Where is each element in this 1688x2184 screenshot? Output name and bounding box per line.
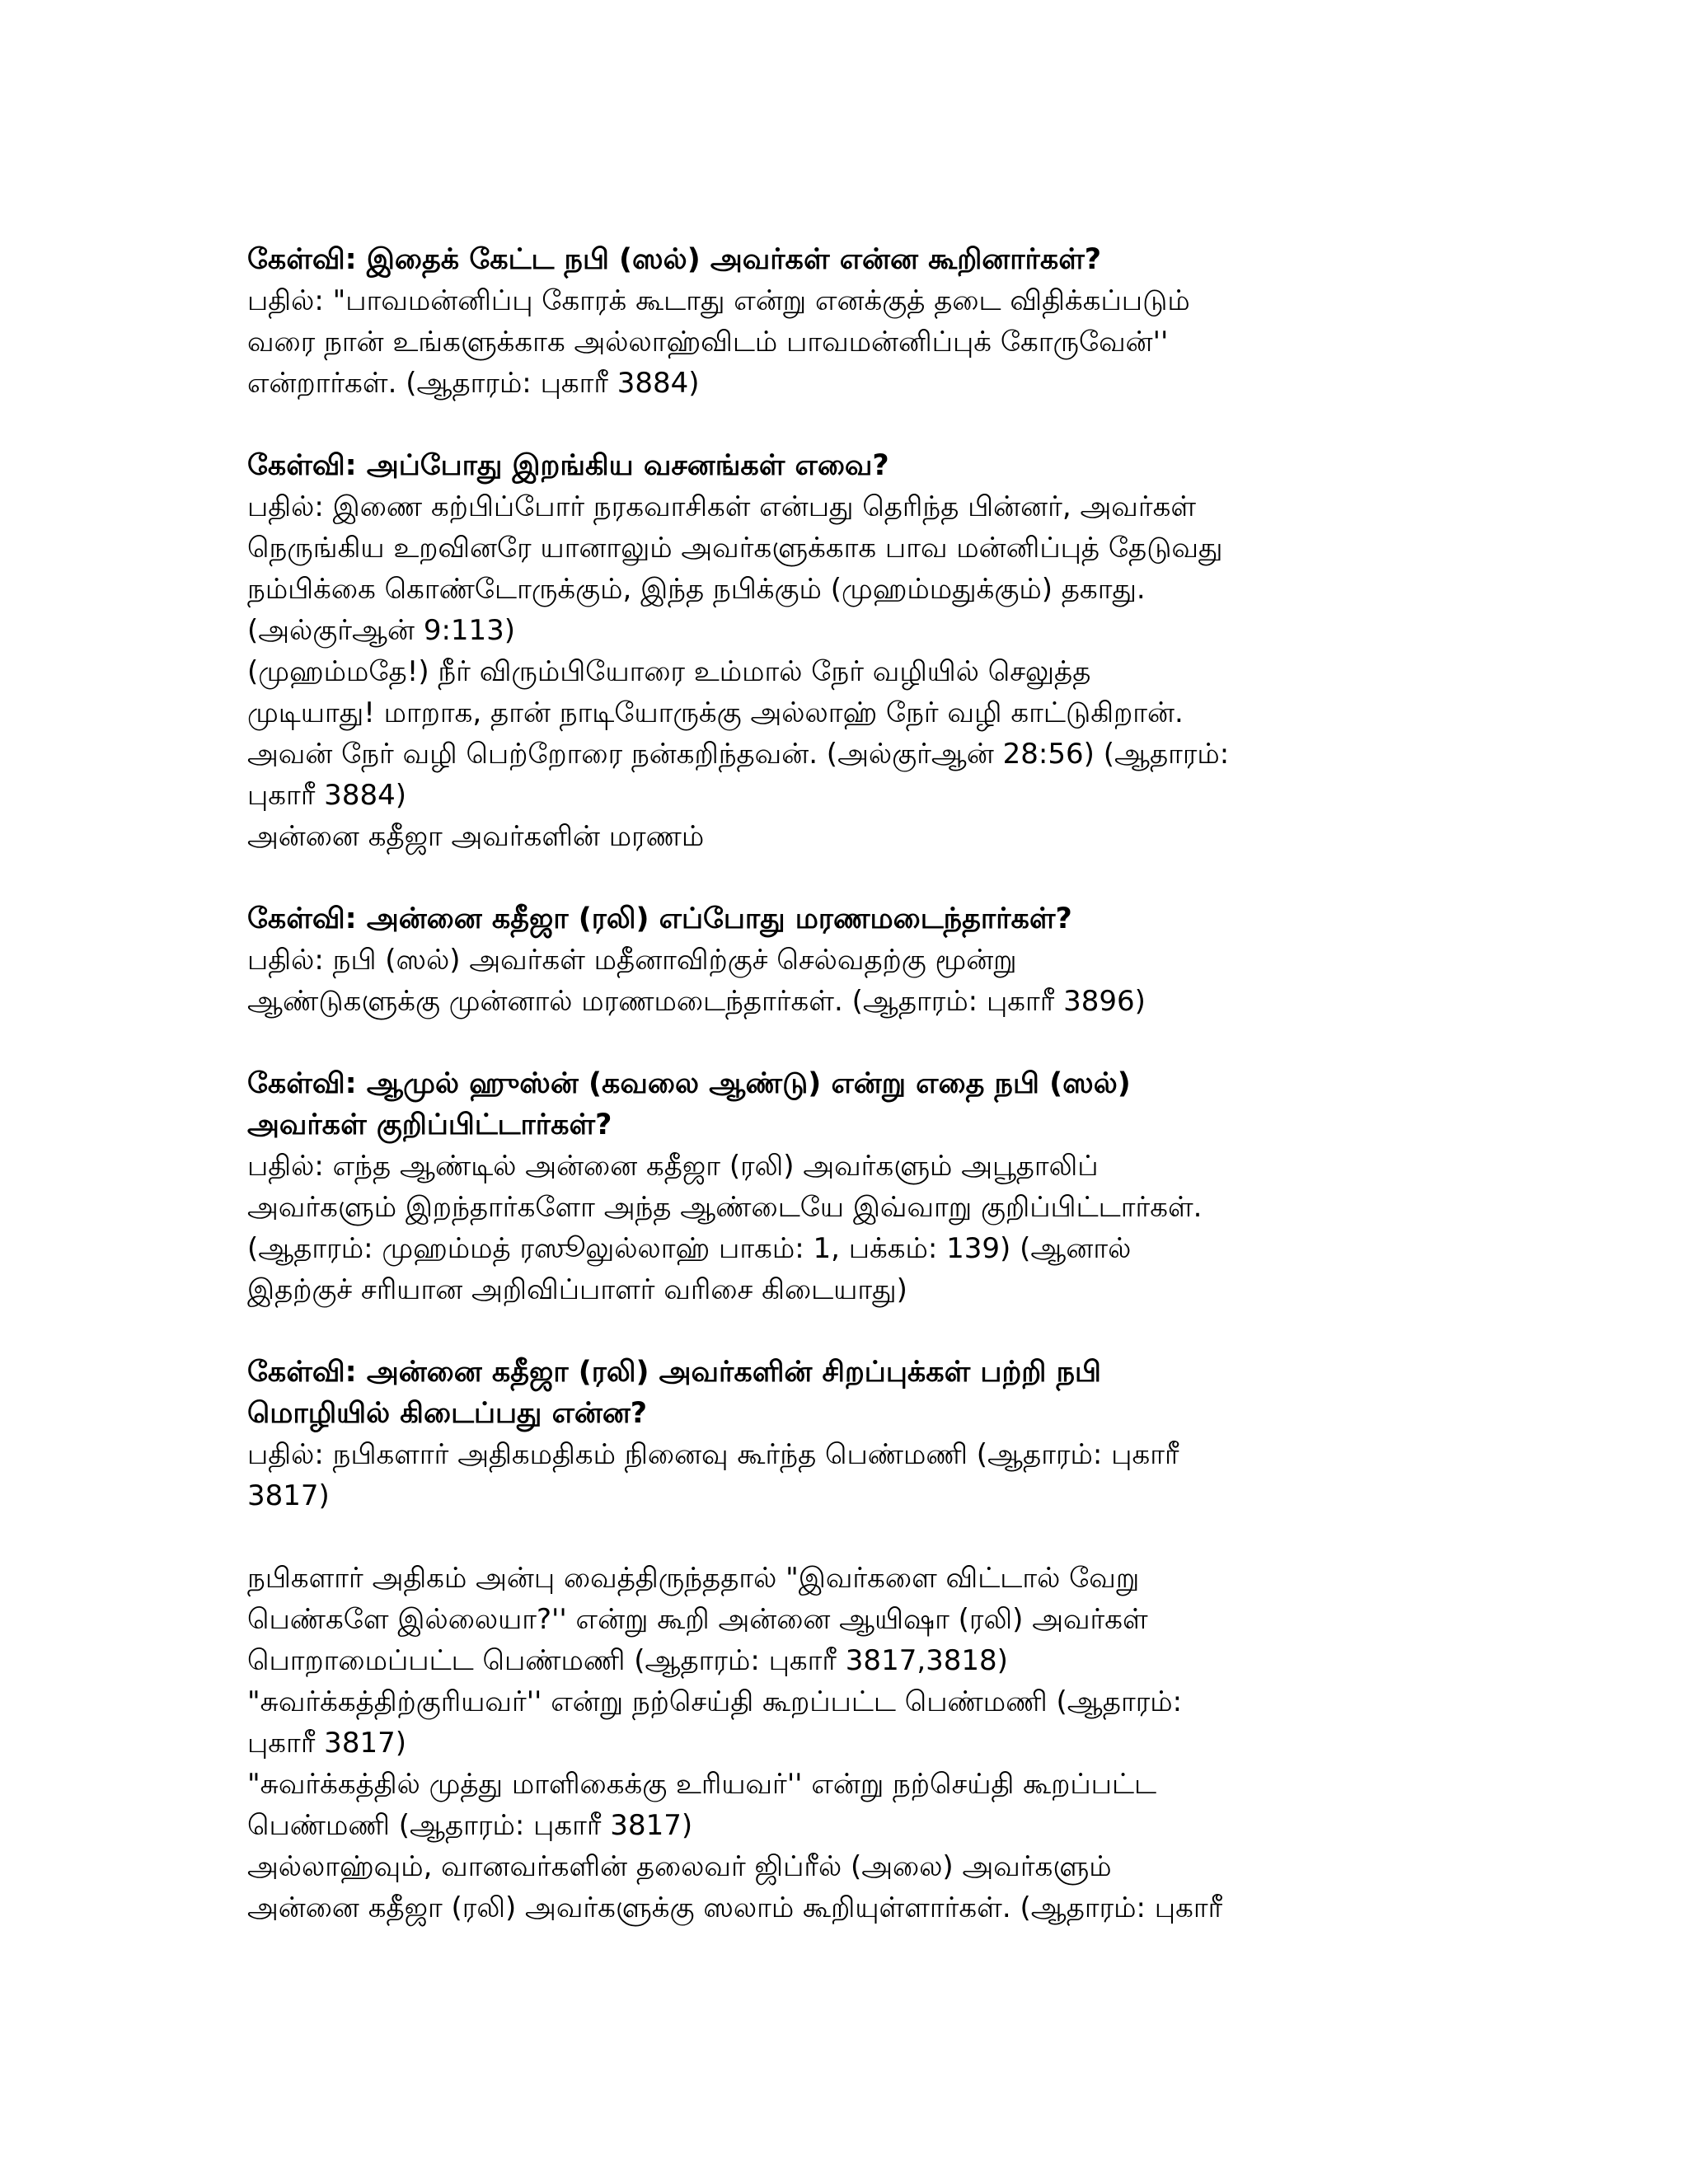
answer-line: (அல்குர்ஆன் 9:113) <box>247 614 516 647</box>
qa-block <box>247 898 1459 1022</box>
question-line: அவர்கள் குறிப்பிட்டார்கள்? <box>247 1108 612 1141</box>
answer-line: "சுவர்க்கத்தில் முத்து மாளிகைக்கு உரியவர்'' என்று நற்செய்தி கூறப்பட்ட <box>247 1768 1157 1801</box>
question-line: மொழியில் கிடைப்பது என்ன? <box>247 1397 648 1430</box>
answer-line: வரை நான் உங்களுக்காக அல்லாஹ்விடம் பாவமன்னிப்புக் கோருவேன்'' <box>247 326 1169 359</box>
question-line: கேள்வி: அப்போது இறங்கிய வசனங்கள் எவை? <box>247 449 889 482</box>
answer-line: முடியாது! மாறாக, தான் நாடியோருக்கு அல்லாஹ் நேர் வழி காட்டுகிறான். <box>247 696 1184 729</box>
paragraph-gap <box>247 1022 1459 1063</box>
answer-line: அன்னை கதீஜா (ரலி) அவர்களுக்கு ஸலாம் கூறியுள்ளார்கள். (ஆதாரம்: புகாரீ <box>247 1891 1223 1924</box>
answer-line: நபிகளார் அதிகம் அன்பு வைத்திருந்ததால் "இவர்களை விட்டால் வேறு <box>247 1562 1140 1595</box>
question-line: கேள்வி: இதைக் கேட்ட நபி (ஸல்) அவர்கள் என்ன கூறினார்கள்? <box>247 243 1102 276</box>
answer-line: புகாரீ 3884) <box>247 779 406 812</box>
answer-line: பதில்: இணை கற்பிப்போர் நரகவாசிகள் என்பது தெரிந்த பின்னர், அவர்கள் <box>247 490 1197 523</box>
document-body <box>247 239 1459 1929</box>
answer-line: அல்லாஹ்வும், வானவர்களின் தலைவர் ஜிப்ரீல் (அலை) அவர்களும் <box>247 1850 1112 1883</box>
answer-line: பதில்: எந்த ஆண்டில் அன்னை கதீஜா (ரலி) அவர்களும் அபூதாலிப் <box>247 1150 1099 1183</box>
answer-line: பதில்: நபிகளார் அதிகமதிகம் நினைவு கூர்ந்த பெண்மணி (ஆதாரம்: புகாரீ <box>247 1438 1179 1471</box>
answer-line: (ஆதாரம்: முஹம்மத் ரஸூலுல்லாஹ் பாகம்: 1, பக்கம்: 139) (ஆனால் <box>247 1232 1132 1265</box>
question-line: கேள்வி: அன்னை கதீஜா (ரலி) அவர்களின் சிறப்புக்கள் பற்றி நபி <box>247 1356 1101 1389</box>
answer-line: பெண்மணி (ஆதாரம்: புகாரீ 3817) <box>247 1809 693 1842</box>
qa-block <box>247 445 1459 857</box>
answer-line: (முஹம்மதே!) நீர் விரும்பியோரை உம்மால் நேர் வழியில் செலுத்த <box>247 655 1091 688</box>
answer-line: ஆண்டுகளுக்கு முன்னால் மரணமடைந்தார்கள். (ஆதாரம்: புகாரீ 3896) <box>247 985 1146 1018</box>
answer-line: அவன் நேர் வழி பெற்றோரை நன்கறிந்தவன். (அல்குர்ஆன் 28:56) (ஆதாரம்: <box>247 738 1230 771</box>
question-line: கேள்வி: அன்னை கதீஜா (ரலி) எப்போது மரணமடைந்தார்கள்? <box>247 902 1072 935</box>
answer-line: பொறாமைப்பட்ட பெண்மணி (ஆதாரம்: புகாரீ 3817,3818) <box>247 1644 1008 1677</box>
answer-line: பதில்: "பாவமன்னிப்பு கோரக் கூடாது என்று எனக்குத் தடை விதிக்கப்படும் <box>247 284 1190 317</box>
answer-line: அன்னை கதீஜா அவர்களின் மரணம் <box>247 820 705 853</box>
answer-line: நெருங்கிய உறவினரே யானாலும் அவர்களுக்காக பாவ மன்னிப்புத் தேடுவது <box>247 532 1223 565</box>
paragraph-gap <box>247 404 1459 445</box>
answer-line: 3817) <box>247 1479 330 1512</box>
answer-line: "சுவர்க்கத்திற்குரியவர்'' என்று நற்செய்தி கூறப்பட்ட பெண்மணி (ஆதாரம்: <box>247 1685 1183 1718</box>
answer-line: புகாரீ 3817) <box>247 1727 406 1760</box>
answer-line: நம்பிக்கை கொண்டோருக்கும், இந்த நபிக்கும் (முஹம்மதுக்கும்) தகாது. <box>247 573 1146 606</box>
qa-block <box>247 1558 1459 1929</box>
paragraph-gap <box>247 1516 1459 1558</box>
answer-line: இதற்குச் சரியான அறிவிப்பாளர் வரிசை கிடையாது) <box>247 1273 907 1306</box>
answer-line: பதில்: நபி (ஸல்) அவர்கள் மதீனாவிற்குச் செல்வதற்கு மூன்று <box>247 944 1017 977</box>
answer-line: பெண்களே இல்லையா?'' என்று கூறி அன்னை ஆயிஷா (ரலி) அவர்கள் <box>247 1603 1148 1636</box>
paragraph-gap <box>247 857 1459 898</box>
answer-line: என்றார்கள். (ஆதாரம்: புகாரீ 3884) <box>247 367 700 400</box>
paragraph-gap <box>247 1310 1459 1352</box>
answer-line: அவர்களும் இறந்தார்களோ அந்த ஆண்டையே இவ்வாறு குறிப்பிட்டார்கள். <box>247 1191 1203 1224</box>
question-line: கேள்வி: ஆமுல் ஹுஸ்ன் (கவலை ஆண்டு) என்று எதை நபி (ஸல்) <box>247 1067 1131 1100</box>
qa-block <box>247 1063 1459 1310</box>
qa-block <box>247 1352 1459 1516</box>
qa-block <box>247 239 1459 404</box>
